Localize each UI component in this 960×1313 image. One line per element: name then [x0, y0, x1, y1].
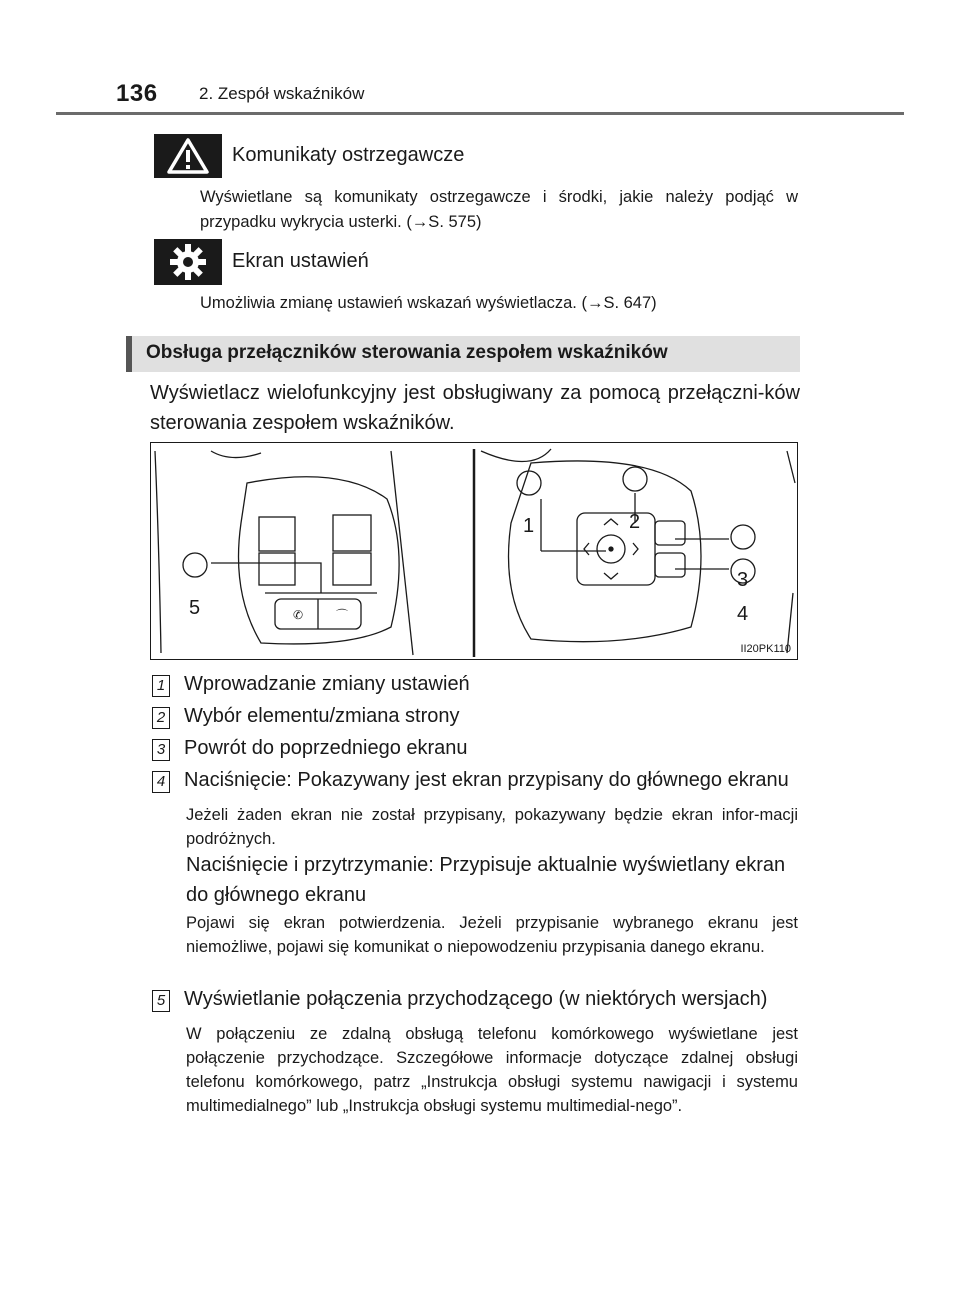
list-item-4-note: Jeżeli żaden ekran nie został przypisany, pokazywany będzie ekran infor-macji podróżnych. [186, 806, 798, 848]
settings-title: Ekran ustawień [232, 250, 369, 272]
list-number-5: 5 [152, 990, 170, 1012]
warning-description: Wyświetlane są komunikaty ostrzegawcze i środki, jakie należy podjąć w przypadku wykrycia usterki. (→S. 575) [200, 188, 798, 231]
list-item-4-subheading: Naciśnięcie i przytrzymanie: Przypisuje aktualnie wyświetlany ekran do głównego ekranu [186, 854, 786, 906]
list-number-4: 4 [152, 771, 170, 793]
chapter-title: 2. Zespół wskaźników [199, 84, 365, 103]
steering-switch-figure [150, 442, 798, 660]
gear-icon [154, 239, 222, 285]
list-item-5-label: Wyświetlanie połączenia przychodzącego (w niektórych wersjach) [184, 988, 768, 1010]
list-item-4-note-2: Pojawi się ekran potwierdzenia. Jeżeli przypisanie wybranego ekranu jest niemożliwe, pojawi się komunikat o niepowodzeniu przypisania danego ekranu. [186, 914, 798, 956]
page-number: 136 [116, 80, 158, 107]
section-intro: Wyświetlacz wielofunkcyjny jest obsługiwany za pomocą przełączni-ków sterowania zespołem wskaźników. [150, 382, 800, 434]
list-item-2-label: Wybór elementu/zmiana strony [184, 705, 460, 727]
callout-3: 3 [737, 569, 749, 591]
header-rule [56, 112, 904, 115]
list-item-1-label: Wprowadzanie zmiany ustawień [184, 673, 470, 695]
list-number-1: 1 [152, 675, 170, 697]
callout-2: 2 [629, 511, 641, 533]
list-number-3: 3 [152, 739, 170, 761]
settings-description: Umożliwia zmianę ustawień wskazań wyświetlacza. (→S. 647) [200, 294, 657, 312]
steering-wheel-illustration [151, 443, 798, 660]
callout-5: 5 [189, 597, 201, 619]
warning-triangle-icon [154, 134, 222, 178]
list-item-4-label: Naciśnięcie: Pokazywany jest ekran przypisany do głównego ekranu [184, 769, 789, 791]
callout-1: 1 [523, 515, 535, 537]
list-number-2: 2 [152, 707, 170, 729]
figure-code: II20PK110 [740, 643, 791, 655]
list-item-3-label: Powrót do poprzedniego ekranu [184, 737, 468, 759]
section-title: Obsługa przełączników sterowania zespołem wskaźników [146, 342, 668, 363]
callout-4: 4 [737, 603, 749, 625]
warning-title: Komunikaty ostrzegawcze [232, 144, 465, 166]
list-item-5-note: W połączeniu ze zdalną obsługą telefonu komórkowego wyświetlane jest połączenie przychodzące. Szczegółowe informacje dotyczące zdalnej obsługi telefonu komórkowego, patrz „Instrukcja obsługi systemu nawigacji i systemu multimedialnego” lub „Instrukcja obsługi systemu multimedial-nego”. [186, 1025, 798, 1115]
svg-text:✆: ✆ [293, 608, 304, 622]
svg-text:⌒: ⌒ [336, 608, 349, 622]
